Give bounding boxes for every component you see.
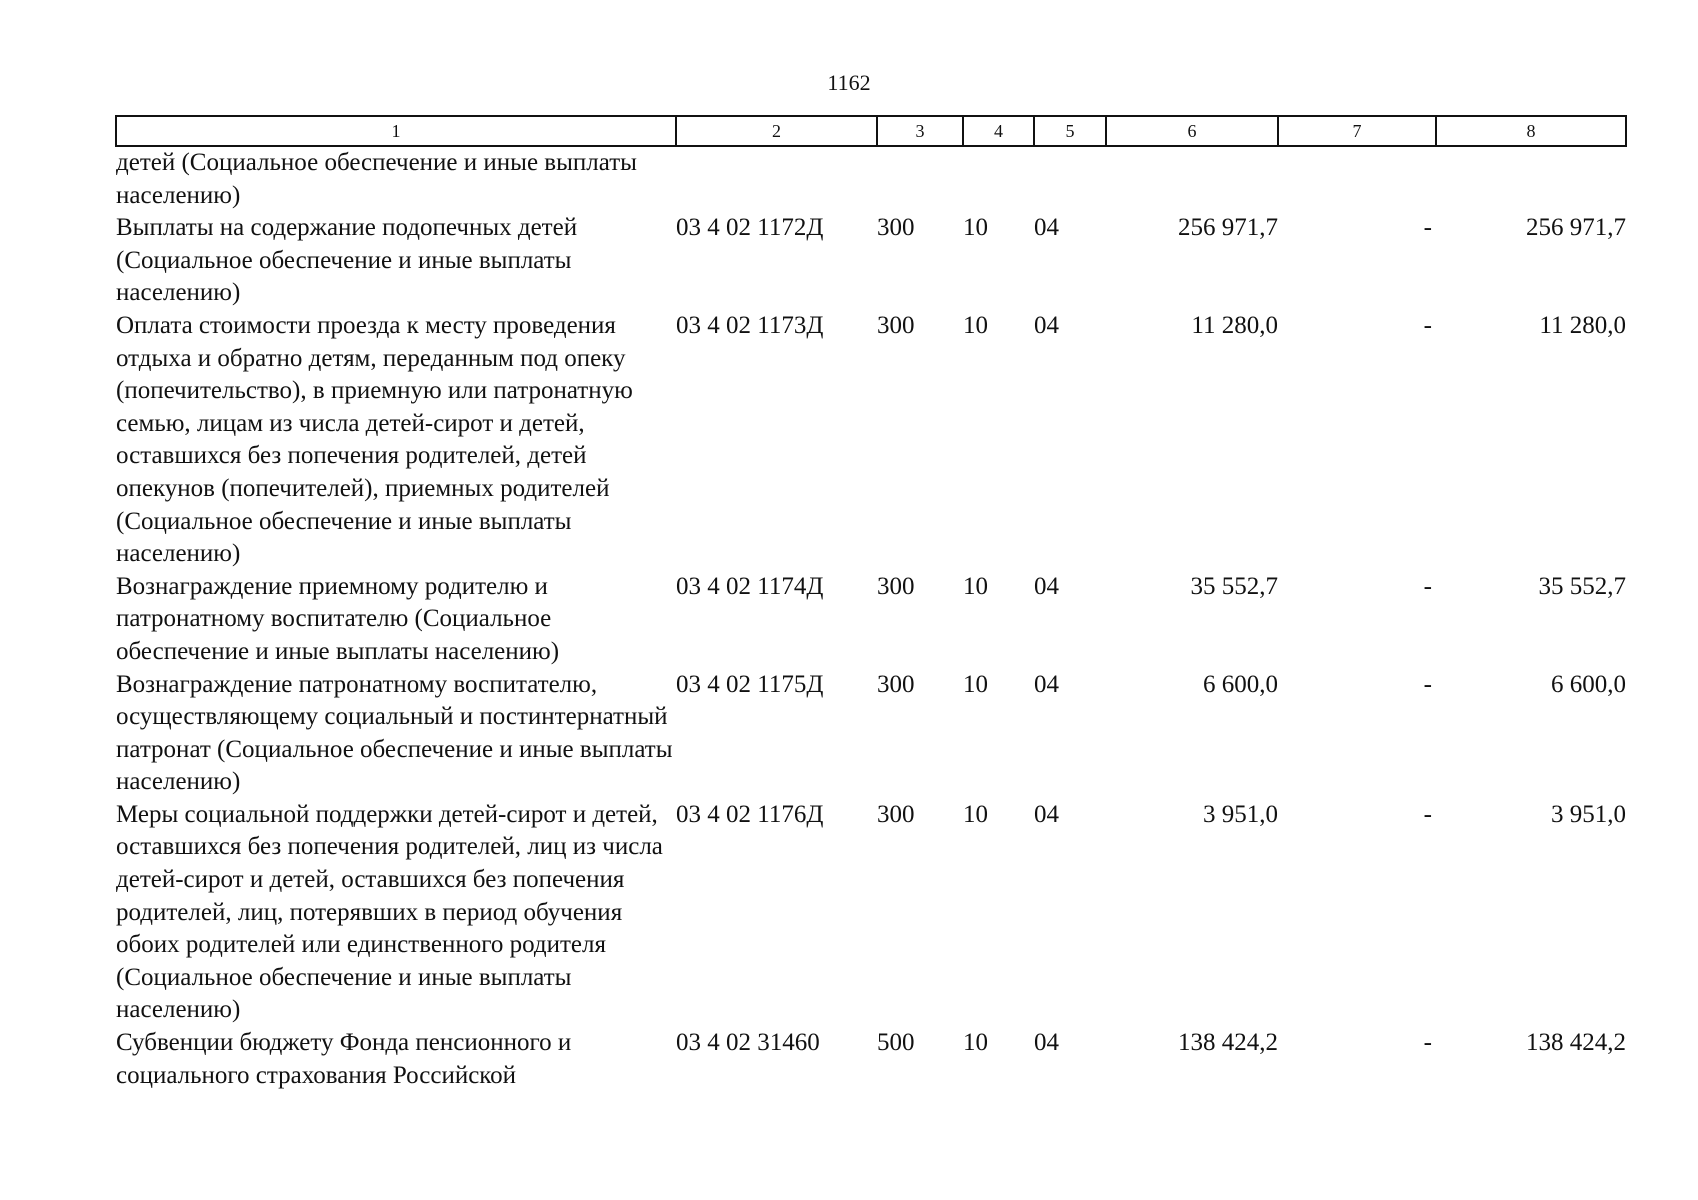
amount: 138 424,2 [1178, 1029, 1278, 1057]
target-code: 03 4 02 1173Д [676, 311, 824, 339]
amount: 11 280,0 [1191, 311, 1278, 339]
column-number: 4 [963, 116, 1034, 146]
page-number: 1162 [827, 70, 871, 95]
target-code: 03 4 02 1174Д [676, 572, 824, 600]
total [1436, 146, 1626, 212]
table-body [116, 146, 1626, 1092]
amount [1106, 146, 1278, 212]
column-number: 5 [1034, 116, 1106, 146]
change: - [1423, 572, 1432, 600]
table-row [116, 310, 1626, 571]
table-row [116, 212, 1626, 310]
subsection-code: 04 [1034, 670, 1059, 698]
subsection-code: 04 [1034, 1029, 1059, 1057]
section-code [963, 146, 1034, 212]
section-code: 10 [963, 800, 988, 828]
target-code: 03 4 02 31460 [676, 1029, 820, 1057]
change: - [1423, 800, 1432, 828]
expense-kind: 300 [877, 214, 915, 242]
column-number: 2 [676, 116, 877, 146]
change: - [1423, 1029, 1432, 1057]
subsection-code [1034, 146, 1106, 212]
section-code: 10 [963, 670, 988, 698]
column-number: 6 [1106, 116, 1278, 146]
total: 35 552,7 [1538, 572, 1626, 600]
expense-kind: 300 [877, 311, 915, 339]
table-row [116, 669, 1626, 799]
section-code: 10 [963, 1029, 988, 1057]
item-name: Оплата стоимости проезда к месту проведения отдыха и обратно детям, переданным под опеку (попечительство), в приемную или патронатную семью, лицам из числа детей-сирот и детей, оставшихся без попечения родителей, детей опекунов (попечителей), приемных родителей (Социальное обеспечение и иные выплаты населению) [116, 311, 633, 568]
target-code [676, 146, 877, 212]
amount: 256 971,7 [1178, 214, 1278, 242]
table-row [116, 1027, 1626, 1092]
item-name: Выплаты на содержание подопечных детей (Социальное обеспечение и иные выплаты населению) [116, 214, 578, 307]
change: - [1423, 311, 1432, 339]
target-code: 03 4 02 1176Д [676, 800, 824, 828]
subsection-code: 04 [1034, 214, 1059, 242]
table-row [116, 571, 1626, 669]
amount: 35 552,7 [1190, 572, 1278, 600]
table-row [116, 799, 1626, 1027]
column-number: 7 [1278, 116, 1436, 146]
total: 6 600,0 [1551, 670, 1626, 698]
column-number: 3 [877, 116, 963, 146]
table-row [116, 146, 1626, 212]
total: 11 280,0 [1539, 311, 1626, 339]
expense-kind [877, 146, 963, 212]
amount: 6 600,0 [1203, 670, 1278, 698]
column-number: 1 [116, 116, 676, 146]
table-header [116, 116, 1626, 146]
subsection-code: 04 [1034, 800, 1059, 828]
budget-table [115, 115, 1627, 1092]
subsection-code: 04 [1034, 572, 1059, 600]
amount: 3 951,0 [1203, 800, 1278, 828]
section-code: 10 [963, 214, 988, 242]
item-name: Вознаграждение приемному родителю и патронатному воспитателю (Социальное обеспечение и иные выплаты населению) [116, 572, 560, 665]
target-code: 03 4 02 1175Д [676, 670, 824, 698]
target-code: 03 4 02 1172Д [676, 214, 824, 242]
section-code: 10 [963, 572, 988, 600]
expense-kind: 300 [877, 670, 915, 698]
total: 3 951,0 [1551, 800, 1626, 828]
total: 256 971,7 [1526, 214, 1626, 242]
column-number: 8 [1436, 116, 1626, 146]
item-name: Субвенции бюджету Фонда пенсионного и социального страхования Российской [116, 1029, 572, 1089]
change: - [1423, 214, 1432, 242]
change: - [1423, 670, 1432, 698]
change [1278, 146, 1436, 212]
item-name: Меры социальной поддержки детей-сирот и детей, оставшихся без попечения родителей, лиц из числа детей-сирот и детей, оставшихся без попечения родителей, лиц, потерявших в период обучения обоих родителей или единственного родителя (Социальное обеспечение и иные выплаты населению) [116, 800, 663, 1024]
total: 138 424,2 [1526, 1029, 1626, 1057]
expense-kind: 300 [877, 800, 915, 828]
item-name: детей (Социальное обеспечение и иные выплаты населению) [116, 149, 637, 209]
item-name: Вознаграждение патронатному воспитателю, осуществляющему социальный и постинтернатный патронат (Социальное обеспечение и иные выплаты населению) [116, 670, 673, 796]
section-code: 10 [963, 311, 988, 339]
column-number-row [116, 116, 1626, 146]
expense-kind: 300 [877, 572, 915, 600]
subsection-code: 04 [1034, 311, 1059, 339]
expense-kind: 500 [877, 1029, 915, 1057]
